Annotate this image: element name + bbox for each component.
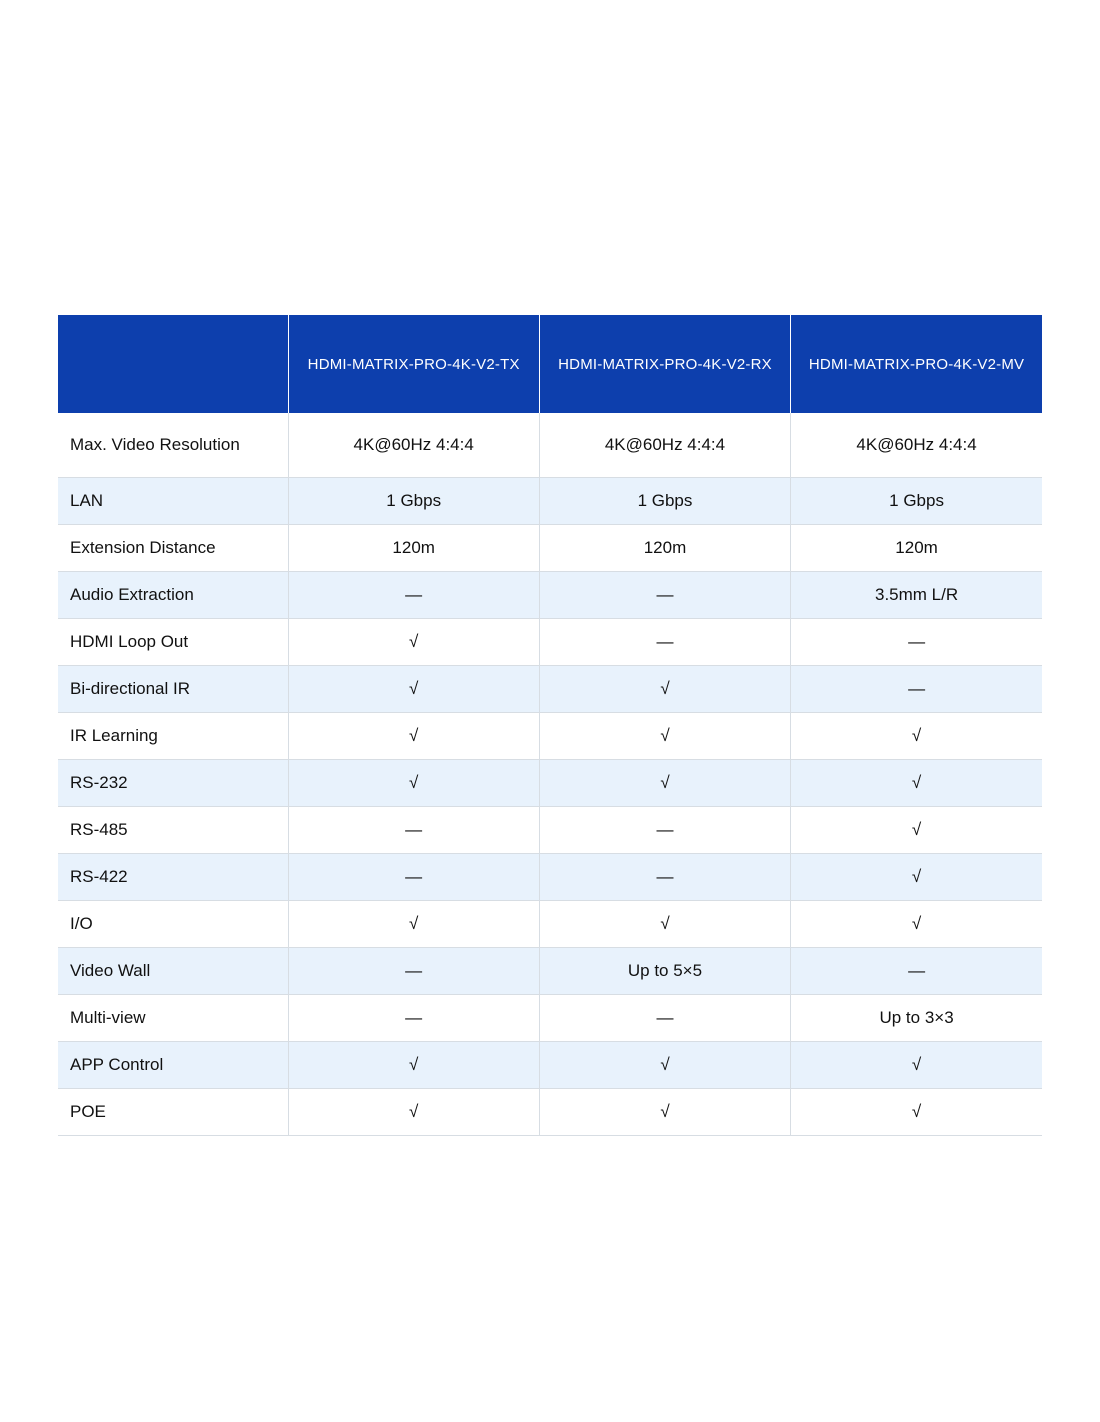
cell-mv: √ xyxy=(791,713,1042,760)
table-row xyxy=(58,1042,1042,1089)
row-label: Extension Distance xyxy=(58,525,288,572)
cell-rx: √ xyxy=(539,1042,790,1089)
table-row xyxy=(58,854,1042,901)
product-comparison-table xyxy=(58,315,1042,1136)
table-row xyxy=(58,995,1042,1042)
row-label: RS-232 xyxy=(58,760,288,807)
cell-rx: — xyxy=(539,807,790,854)
row-label-text: Max. Video Resolution xyxy=(70,435,240,455)
cell-rx: — xyxy=(539,619,790,666)
row-label: APP Control xyxy=(58,1042,288,1089)
cell-mv: 3.5mm L/R xyxy=(791,572,1042,619)
table-row xyxy=(58,948,1042,995)
cell-tx: — xyxy=(288,995,539,1042)
table-header-row xyxy=(58,315,1042,413)
table-row xyxy=(58,525,1042,572)
cell-tx: √ xyxy=(288,1042,539,1089)
cell-rx: √ xyxy=(539,713,790,760)
cell-tx: √ xyxy=(288,666,539,713)
row-label: RS-422 xyxy=(58,854,288,901)
column-header-mv: HDMI-MATRIX-PRO-4K-V2-MV xyxy=(791,315,1042,413)
row-label: Multi-view xyxy=(58,995,288,1042)
spec-table-container xyxy=(58,315,1042,1136)
table-row xyxy=(58,572,1042,619)
table-row xyxy=(58,666,1042,713)
cell-tx: 120m xyxy=(288,525,539,572)
table-row xyxy=(58,619,1042,666)
cell-tx: 4K@60Hz 4:4:4 xyxy=(288,413,539,478)
row-label: IR Learning xyxy=(58,713,288,760)
row-label: Video Wall xyxy=(58,948,288,995)
cell-rx: √ xyxy=(539,1089,790,1136)
cell-mv: Up to 3×3 xyxy=(791,995,1042,1042)
table-body xyxy=(58,413,1042,1136)
table-row xyxy=(58,760,1042,807)
cell-tx: √ xyxy=(288,713,539,760)
cell-mv: 120m xyxy=(791,525,1042,572)
column-header-feature xyxy=(58,315,288,413)
cell-mv: 1 Gbps xyxy=(791,478,1042,525)
column-header-rx: HDMI-MATRIX-PRO-4K-V2-RX xyxy=(539,315,790,413)
row-label: HDMI Loop Out xyxy=(58,619,288,666)
cell-tx: — xyxy=(288,807,539,854)
cell-mv: 4K@60Hz 4:4:4 xyxy=(791,413,1042,478)
cell-mv: — xyxy=(791,666,1042,713)
table-row xyxy=(58,478,1042,525)
cell-tx: 1 Gbps xyxy=(288,478,539,525)
table-row xyxy=(58,413,1042,478)
table-header xyxy=(58,315,1042,413)
cell-tx: — xyxy=(288,948,539,995)
row-label: Audio Extraction xyxy=(58,572,288,619)
cell-tx: √ xyxy=(288,901,539,948)
row-label: POE xyxy=(58,1089,288,1136)
cell-rx: 1 Gbps xyxy=(539,478,790,525)
column-header-tx: HDMI-MATRIX-PRO-4K-V2-TX xyxy=(288,315,539,413)
cell-tx: — xyxy=(288,572,539,619)
cell-tx: √ xyxy=(288,760,539,807)
row-label xyxy=(58,413,288,478)
row-label: I/O xyxy=(58,901,288,948)
cell-rx: — xyxy=(539,572,790,619)
cell-mv: √ xyxy=(791,807,1042,854)
table-row xyxy=(58,1089,1042,1136)
table-row xyxy=(58,807,1042,854)
cell-rx: — xyxy=(539,854,790,901)
cell-mv: √ xyxy=(791,854,1042,901)
cell-rx: — xyxy=(539,995,790,1042)
cell-rx: Up to 5×5 xyxy=(539,948,790,995)
cell-mv: √ xyxy=(791,1042,1042,1089)
cell-mv: √ xyxy=(791,901,1042,948)
row-label: Bi-directional IR xyxy=(58,666,288,713)
cell-rx: 120m xyxy=(539,525,790,572)
cell-tx: — xyxy=(288,854,539,901)
cell-mv: √ xyxy=(791,1089,1042,1136)
cell-rx: √ xyxy=(539,666,790,713)
cell-mv: — xyxy=(791,948,1042,995)
cell-rx: √ xyxy=(539,901,790,948)
cell-rx: √ xyxy=(539,760,790,807)
table-row xyxy=(58,713,1042,760)
cell-tx: √ xyxy=(288,1089,539,1136)
table-row xyxy=(58,901,1042,948)
cell-mv: √ xyxy=(791,760,1042,807)
row-label: LAN xyxy=(58,478,288,525)
cell-rx: 4K@60Hz 4:4:4 xyxy=(539,413,790,478)
cell-mv: — xyxy=(791,619,1042,666)
cell-tx: √ xyxy=(288,619,539,666)
row-label: RS-485 xyxy=(58,807,288,854)
